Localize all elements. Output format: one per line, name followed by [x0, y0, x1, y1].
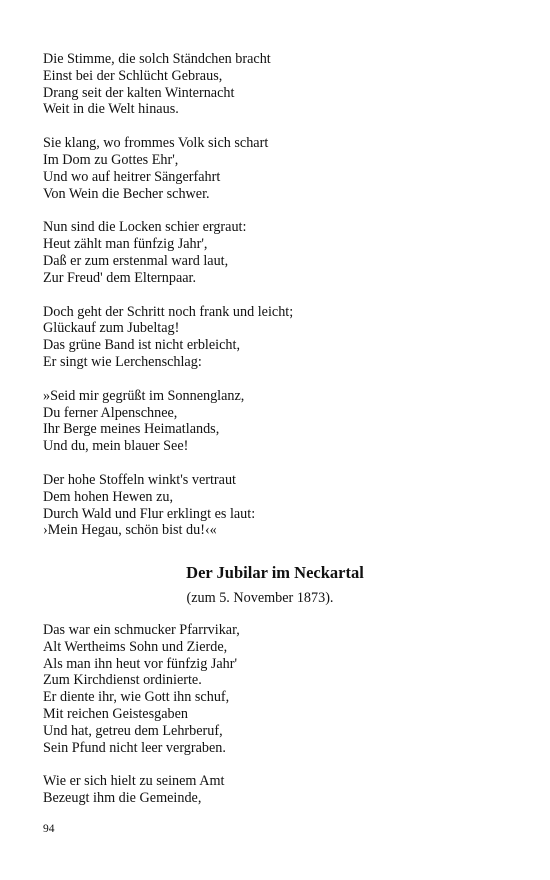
verse-line: Nun sind die Locken schier ergraut:	[43, 219, 247, 236]
stanza	[43, 51, 503, 118]
verse-line: Von Wein die Becher schwer.	[43, 185, 210, 202]
verse-line: Durch Wald und Flur erklingt es laut:	[43, 505, 256, 522]
verse-line: Zum Kirchdienst ordinierte.	[43, 672, 202, 689]
stanza	[43, 622, 503, 756]
verse-line: Heut zählt man fünfzig Jahr',	[43, 236, 208, 253]
verse-line: Zur Freud' dem Elternpaar.	[43, 269, 197, 286]
stanza	[43, 773, 503, 807]
verse-line: Bezeugt ihm die Gemeinde,	[43, 790, 202, 807]
verse-line: Im Dom zu Gottes Ehr',	[43, 151, 179, 168]
stanza	[43, 219, 503, 286]
verse-line: Weit in die Welt hinaus.	[43, 101, 179, 118]
verse-line: Und du, mein blauer See!	[43, 438, 189, 455]
verse-line: Mit reichen Geistesgaben	[43, 705, 188, 722]
verse-line: Als man ihn heut vor fünfzig Jahr'	[43, 655, 238, 672]
stanza	[43, 388, 503, 455]
verse-line: Dem hohen Hewen zu,	[43, 488, 174, 505]
poem-subtitle: (zum 5. November 1873).	[186, 590, 334, 606]
verse-line: Doch geht der Schritt noch frank und leicht;	[43, 303, 294, 320]
verse-line: Und wo auf heitrer Sängerfahrt	[43, 168, 221, 185]
verse-line: Die Stimme, die solch Ständchen bracht	[43, 51, 271, 67]
stanza	[43, 304, 503, 371]
stanza	[43, 472, 503, 539]
verse-line: Er singt wie Lerchenschlag:	[43, 353, 202, 370]
poem-title: Der Jubilar im Neckartal	[186, 563, 364, 582]
verse-line: Einst bei der Schlücht Gebraus,	[43, 67, 223, 84]
verse-line: Das war ein schmucker Pfarrvikar,	[43, 622, 240, 638]
verse-line: Sie klang, wo frommes Volk sich schart	[43, 135, 269, 152]
verse-line: Alt Wertheims Sohn und Zierde,	[43, 638, 228, 655]
poem-continued	[43, 51, 503, 556]
verse-line: Daß er zum erstenmal ward laut,	[43, 252, 229, 269]
poem-body	[43, 622, 503, 824]
verse-line: Sein Pfund nicht leer vergraben.	[43, 739, 226, 756]
verse-line: ›Mein Hegau, schön bist du!‹«	[43, 522, 217, 539]
verse-line: Wie er sich hielt zu seinem Amt	[43, 773, 225, 790]
verse-line: Er diente ihr, wie Gott ihn schuf,	[43, 689, 230, 706]
verse-line: Glückauf zum Jubeltag!	[43, 320, 180, 337]
verse-line: Du ferner Alpenschnee,	[43, 404, 178, 421]
verse-line: Das grüne Band ist nicht erbleicht,	[43, 337, 240, 354]
stanza	[43, 135, 503, 202]
verse-line: Der hohe Stoffeln winkt's vertraut	[43, 471, 236, 488]
page-number: 94	[43, 823, 55, 835]
verse-line: »Seid mir gegrüßt im Sonnenglanz,	[43, 387, 245, 404]
verse-line: Und hat, getreu dem Lehrberuf,	[43, 722, 223, 739]
verse-line: Ihr Berge meines Heimatlands,	[43, 421, 220, 438]
verse-line: Drang seit der kalten Winternacht	[43, 84, 235, 101]
